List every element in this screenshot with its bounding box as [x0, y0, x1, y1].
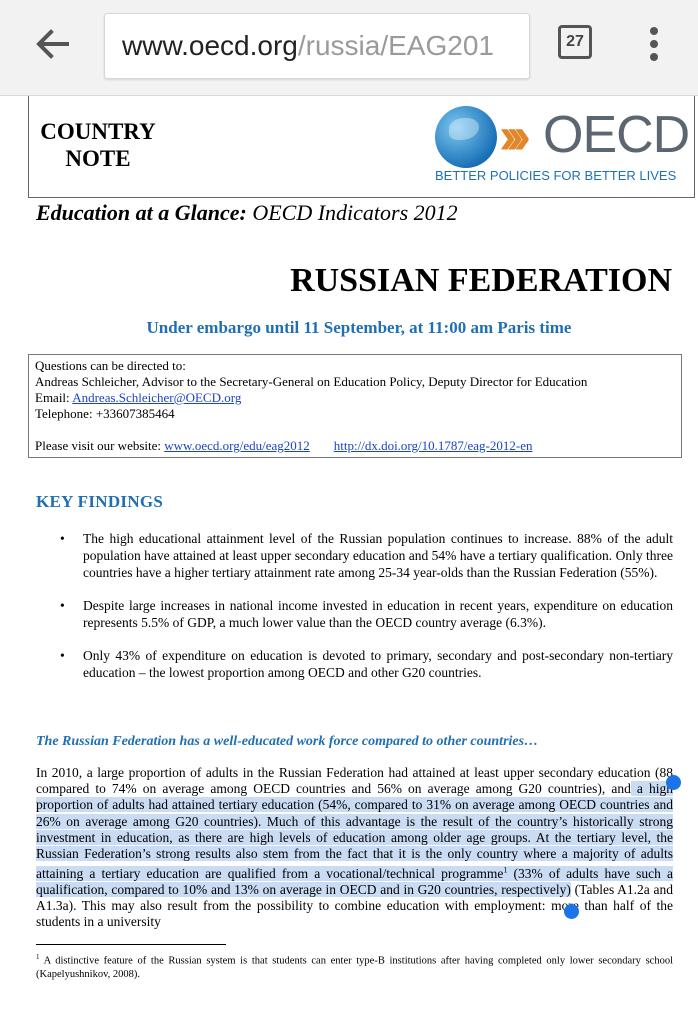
contact-intro: Questions can be directed to: — [35, 358, 186, 373]
publication-title: Education at a Glance: OECD Indicators 2012 — [36, 200, 458, 225]
email-link[interactable]: Andreas.Schleicher@OECD.org — [72, 390, 242, 405]
website-row: Please visit our website: www.oecd.org/edu/eag2012 http://dx.doi.org/10.1787/eag-2012-en — [35, 438, 533, 453]
contact-email-row: Email: Andreas.Schleicher@OECD.org — [35, 390, 242, 405]
country-note-label: COUNTRY NOTE — [40, 119, 156, 171]
url-host: www.oecd.org — [122, 30, 298, 61]
browser-toolbar — [0, 0, 698, 96]
oecd-logo — [433, 102, 690, 192]
list-item: • Only 43% of expenditure on education is devoted to primary, secondary and post-secondary non-tertiary education – the lowest proportion among OECD and other G20 countries. — [60, 647, 673, 681]
text-selection: a high proportion of adults had attained tertiary education (54%, compared to 31% on average among OECD countries and 26% on average among G20 countries). Much of this advantage is the result of the country’s historically strong investment in education, as there are high levels of education among older age groups. At the tertiary level, the Russian Federation’s strong results also stem from the fact that it is the only country where a majority of adults attaining a tertiary education are qualified from a vocational/technical programme$^1$ (33% of adults have such a qualification, compared to 10% and 13% on average in OECD and in G20 countries, respectively) — [36, 781, 674, 897]
contact-phone: Telephone: +33607385464 — [35, 406, 175, 421]
chevrons-icon: ››› — [499, 107, 521, 165]
section-heading: The Russian Federation has a well-educated work force compared to other countries… — [36, 734, 539, 749]
list-item: • Despite large increases in national income invested in education in recent years, expenditure on education represents 5.5% of GDP, a much lower value than the OECD country average (6.3%). — [60, 597, 673, 631]
doi-link[interactable]: http://dx.doi.org/10.1787/eag-2012-en — [333, 438, 533, 453]
list-item: • The high educational attainment level of the Russian population continues to increase. 88% of the adult population have attained at least upper secondary education and 54% have a tertiary qualification. Only three countries have a higher tertiary attainment rate among 25-34 year-olds than the Russian Federation (55%). — [60, 530, 673, 581]
logo-tagline: BETTER POLICIES FOR BETTER LIVES — [435, 168, 677, 183]
contact-person: Andreas Schleicher, Advisor to the Secretary-General on Education Policy, Deputy Director for Education — [35, 374, 588, 389]
body-paragraph: In 2010, a large proportion of adults in the Russian Federation had attained at least upper secondary education (88 compared to 74% on average among OECD countries and 56% on average among G20 countries), and a high proportion of adults had attained tertiary education (54%, compared to 31% on average among OECD countries and 26% on average among G20 countries). Much of this advantage is the result of the country’s historically strong investment in education, as there are high levels of education among older age groups. At the tertiary level, the Russian Federation’s strong results also stem from the fact that it is the only country where a majority of adults attaining a tertiary education are qualified from a vocational/technical programme$^1$ (33% of adults have such a qualification, compared to 10% and 13% on average in OECD and in G20 countries, respectively) (Tables A1.2a and A1.3a). This may also result from the possibility to combine education with employment: more than half of the students in a university — [36, 765, 674, 930]
contact-box — [28, 354, 682, 458]
tab-switcher-button[interactable] — [558, 25, 592, 59]
globe-icon — [435, 106, 497, 168]
document-header — [28, 96, 695, 198]
back-arrow-icon[interactable] — [30, 22, 74, 66]
address-bar[interactable] — [104, 13, 530, 79]
overflow-menu-icon[interactable] — [640, 24, 668, 64]
key-findings-heading: KEY FINDINGS — [36, 492, 164, 511]
tab-count: 27 — [566, 33, 584, 50]
website-link[interactable]: www.oecd.org/edu/eag2012 — [164, 438, 310, 453]
footnote: $^1$ A distinctive feature of the Russian system is that students can enter type-B institutions after having completed only lower secondary school (Kapelyushnikov, 2008). — [36, 953, 673, 980]
country-title: RUSSIAN FEDERATION — [290, 262, 672, 299]
footnote-divider — [36, 944, 226, 945]
url-path: /russia/EAG201 — [297, 30, 494, 61]
embargo-notice: Under embargo until 11 September, at 11:00 am Paris time — [146, 318, 572, 337]
key-findings-list — [60, 530, 673, 697]
logo-wordmark: OECD — [543, 106, 690, 164]
